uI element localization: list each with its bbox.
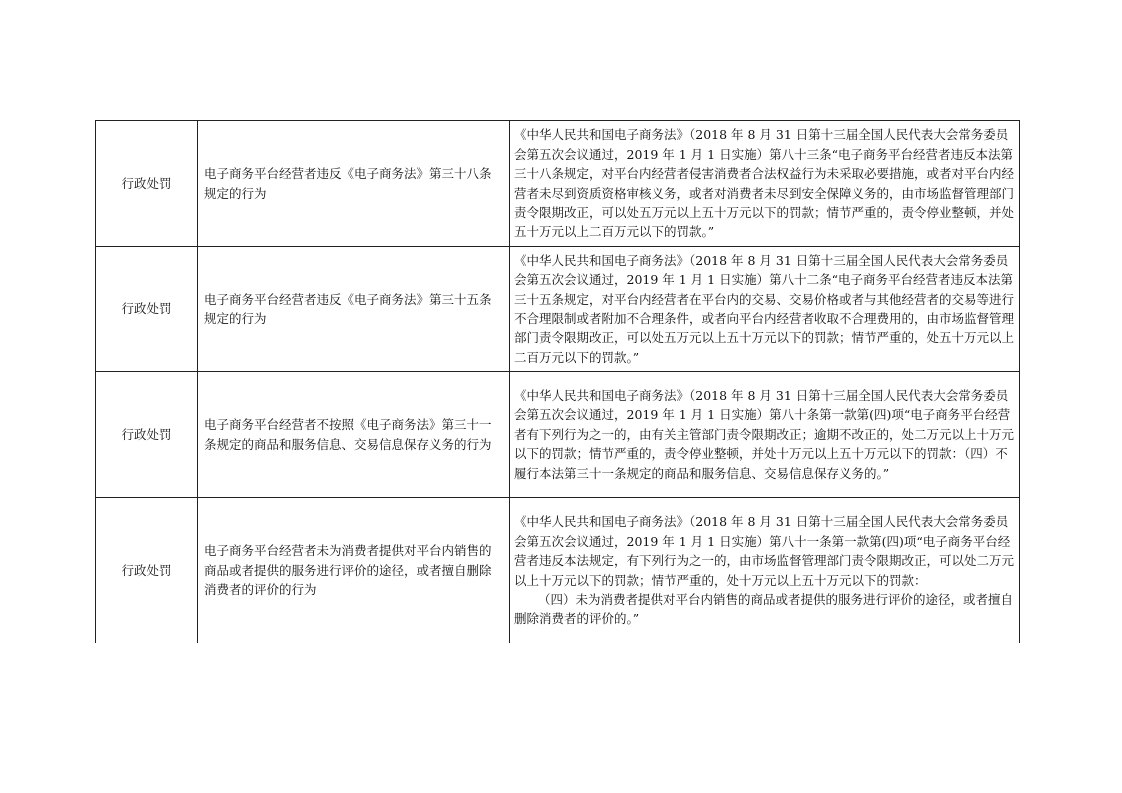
behavior-cell: [198, 247, 510, 372]
behavior-text: 电子商务平台经营者未为消费者提供对平台内销售的商品或者提供的服务进行评价的途径，或者擅自删除消费者的评价的行为: [204, 543, 492, 598]
legal-basis-text: 《中华人民共和国电子商务法》（2018 年 8 月 31 日第十三届全国人民代表大会常务委员会第五次会议通过，2019 年 1 月 1 日实施）第八十三条“电子商务平台经营者违反本法第三十八条规定，对平台内经营者侵害消费者合法权益行为未采取必要措施，或者对平台内经营者未尽到资质资格审核义务，或者对消费者未尽到安全保障义务的，由市场监督管理部门责令限期改正，可以处五万元以上五十万元以下的罚款；情节严重的，责令停业整顿，并处五十万元以上二百万元以下的罚款。”: [514, 127, 1015, 240]
table-row: [96, 121, 1020, 247]
legal-basis-text: 《中华人民共和国电子商务法》（2018 年 8 月 31 日第十三届全国人民代表大会常务委员会第五次会议通过，2019 年 1 月 1 日实施）第八十一条第一款第(四)项“电子商务平台经营者违反本法规定，有下列行为之一的，由市场监督管理部门责令限期改正，可以处二万元以上十万元以下的罚款；情节严重的，处十万元以上五十万元以下的罚款：: [514, 514, 1015, 588]
penalty-table: [95, 120, 1020, 643]
penalty-type-cell: [96, 372, 198, 498]
table-row: [96, 498, 1020, 644]
behavior-text: 电子商务平台经营者不按照《电子商务法》第三十一条规定的商品和服务信息、交易信息保存义务的行为: [204, 417, 492, 452]
penalty-type-text: 行政处罚: [121, 175, 172, 191]
penalty-type-cell: [96, 498, 198, 644]
penalty-type-text: 行政处罚: [121, 562, 172, 578]
behavior-cell: [198, 121, 510, 247]
penalty-type-text: 行政处罚: [121, 301, 172, 317]
legal-basis-text: 《中华人民共和国电子商务法》（2018 年 8 月 31 日第十三届全国人民代表大会常务委员会第五次会议通过，2019 年 1 月 1 日实施）第八十条第一款第(四)项“电子商务平台经营者有下列行为之一的，由有关主管部门责令限期改正；逾期不改正的，处二万元以上十万元以下的罚款；情节严重的，责令停业整顿，并处十万元以上五十万元以下的罚款：（四）不履行本法第三十一条规定的商品和服务信息、交易信息保存义务的。”: [514, 387, 1015, 481]
penalty-type-cell: [96, 121, 198, 247]
behavior-cell: [198, 372, 510, 498]
legal-basis-cell: [510, 498, 1020, 644]
legal-basis-cell: [510, 121, 1020, 247]
legal-basis-subitem: （四）未为消费者提供对平台内销售的商品或者提供的服务进行评价的途径，或者擅自删除消费者的评价的。”: [514, 591, 1014, 627]
table-row: [96, 247, 1020, 372]
penalty-type-cell: [96, 247, 198, 372]
behavior-text: 电子商务平台经营者违反《电子商务法》第三十八条规定的行为: [204, 166, 492, 201]
behavior-cell: [198, 498, 510, 644]
penalty-type-text: 行政处罚: [121, 426, 172, 442]
behavior-text: 电子商务平台经营者违反《电子商务法》第三十五条规定的行为: [204, 291, 492, 326]
legal-basis-text: 《中华人民共和国电子商务法》（2018 年 8 月 31 日第十三届全国人民代表大会常务委员会第五次会议通过，2019 年 1 月 1 日实施）第八十二条“电子商务平台经营者违反本法第三十五条规定，对平台内经营者在平台内的交易、交易价格或者与其他经营者的交易等进行不合理限制或者附加不合理条件，或者向平台内经营者收取不合理费用的，由市场监督管理部门责令限期改正，可以处五万元以上五十万元以下的罚款；情节严重的，处五十万元以上二百万元以下的罚款。”: [514, 252, 1015, 365]
table-row: [96, 372, 1020, 498]
legal-basis-cell: [510, 372, 1020, 498]
legal-basis-cell: [510, 247, 1020, 372]
